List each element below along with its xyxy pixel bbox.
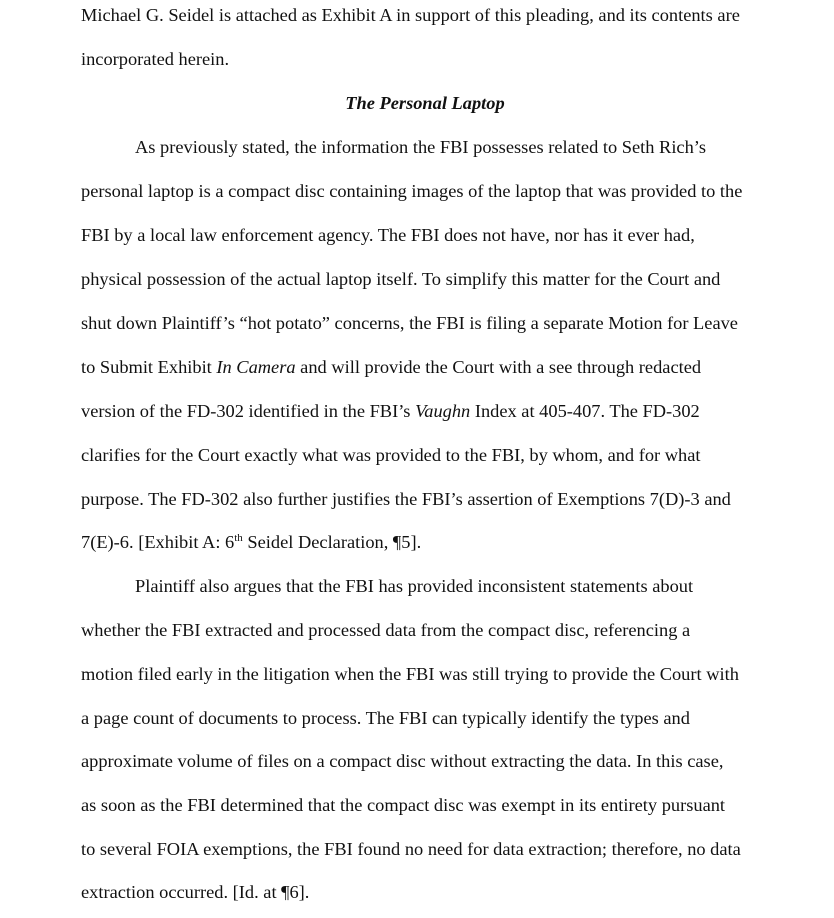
- para1-line-7-italic: Vaughn: [415, 401, 471, 421]
- para1-line-3: FBI by a local law enforcement agency. The FBI does not have, nor has it ever had,: [81, 225, 695, 245]
- para2-line-4: a page count of documents to process. The FBI can typically identify the types and: [81, 708, 690, 728]
- para2-line-7: to several FOIA exemptions, the FBI found no need for data extraction; therefore, no data: [81, 839, 741, 859]
- intro-line-2: incorporated herein.: [81, 49, 230, 69]
- intro-line-1: Michael G. Seidel is attached as Exhibit A in support of this pleading, and its contents are: [81, 5, 740, 25]
- para1-line-6-italic: In Camera: [216, 357, 296, 377]
- para1-line-7-text-a: version of the FD-302 identified in the FBI’s: [81, 401, 416, 421]
- para1-line-10-text-b: Seidel Declaration, ¶5].: [242, 532, 422, 552]
- para1-line-8: clarifies for the Court exactly what was provided to the FBI, by whom, and for what: [81, 445, 701, 465]
- para1-line-7-text-b: Index at 405-407. The FD-302: [470, 401, 700, 421]
- para1-line-10-superscript: th: [234, 532, 243, 544]
- para1-line-1: As previously stated, the information the FBI possesses related to Seth Rich’s: [135, 137, 707, 157]
- para2-line-6: as soon as the FBI determined that the compact disc was exempt in its entirety pursuant: [81, 795, 726, 815]
- para2-line-1: Plaintiff also argues that the FBI has provided inconsistent statements about: [135, 576, 694, 596]
- para2-line-8: extraction occurred. [Id. at ¶6].: [81, 882, 310, 902]
- para1-line-6-text-b: and will provide the Court with a see through redacted: [295, 357, 702, 377]
- para2-line-2: whether the FBI extracted and processed data from the compact disc, referencing a: [81, 620, 691, 640]
- para2-line-3: motion filed early in the litigation when the FBI was still trying to provide the Court with: [81, 664, 739, 684]
- para1-line-6-text-a: to Submit Exhibit: [81, 357, 217, 377]
- para1-line-2: personal laptop is a compact disc containing images of the laptop that was provided to the: [81, 181, 743, 201]
- para1-line-4: physical possession of the actual laptop itself. To simplify this matter for the Court and: [81, 269, 721, 289]
- para1-line-9: purpose. The FD-302 also further justifies the FBI’s assertion of Exemptions 7(D)-3 and: [81, 489, 731, 509]
- para1-line-7: [81, 400, 700, 422]
- para1-line-5: shut down Plaintiff’s “hot potato” concerns, the FBI is filing a separate Motion for Leave: [81, 313, 738, 333]
- section-heading: The Personal Laptop: [345, 93, 505, 113]
- para1-line-6: [81, 356, 701, 378]
- para1-line-10-text-a: 7(E)-6. [Exhibit A: 6: [81, 532, 235, 552]
- para2-line-5: approximate volume of files on a compact disc without extracting the data. In this case,: [81, 751, 724, 771]
- para1-line-10: [81, 531, 421, 553]
